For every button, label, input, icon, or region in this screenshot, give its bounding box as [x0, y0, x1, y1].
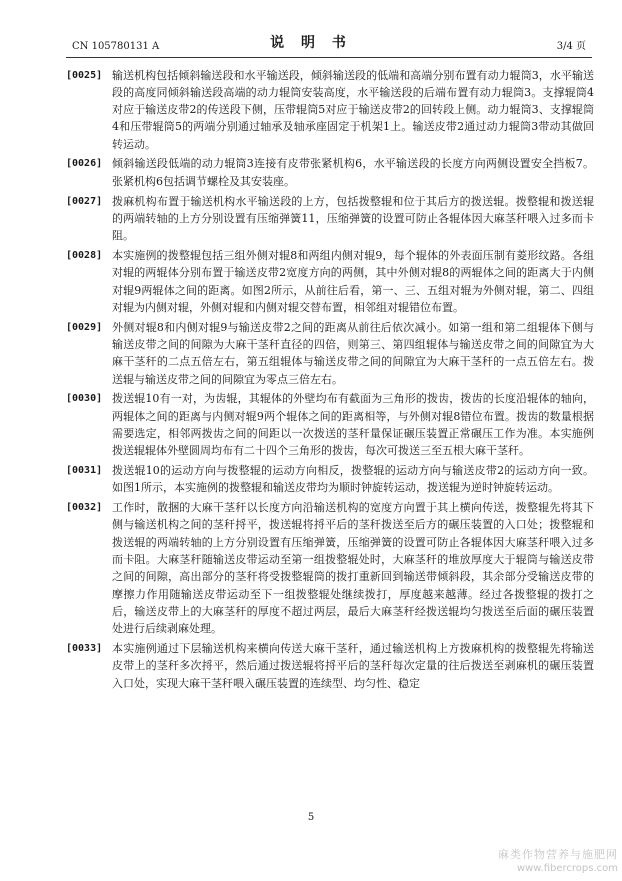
paragraph-text: 本实施例的拨整辊包括三组外侧对辊8和两组内侧对辊9，每个辊体的外表面压制有菱形纹路。各组对辊的两辊体分别布置于输送皮带2宽度方向的两侧，其中外侧对辊8的两辊体之间的距离大于内侧对辊9两辊体之间的距离。如图2所示，从前往后看，第一、三、五组对辊为外侧对辊，第二、四组对辊为内侧对辊，外侧对辊和内侧对辊交替布置，相邻组对辊错位布置。	[112, 248, 594, 314]
paragraph-text: 拨麻机构布置于输送机构水平输送段的上方，包括拨整辊和位于其后方的拨送辊。拨整辊和拨送辊的两端转轴的上方分别设置有压缩弹簧11，压缩弹簧的设置可防止各辊体因大麻茎秆喂入过多而卡阻。	[112, 194, 594, 243]
paragraph-0030	[66, 390, 594, 459]
paragraph-number: [0027]	[66, 195, 103, 207]
header-divider	[66, 57, 592, 58]
description-body	[66, 64, 594, 692]
paragraph-text: 输送机构包括倾斜输送段和水平输送段，倾斜输送段的低端和高端分别布置有动力辊筒3，水平输送段的高度同倾斜输送段高端的动力辊筒安装高度，水平输送段的后端布置有动力辊筒3。支撑辊筒4对应于输送皮带2的传送段下侧，压带辊筒5对应于输送皮带2的回转段上侧。动力辊筒3、支撑辊筒4和压带辊筒5的两端分别通过轴承及轴承座固定于机架1上。输送皮带2通过动力辊筒3带动其做回转运动。	[112, 68, 594, 151]
paragraph-0033	[66, 640, 594, 692]
patent-number: CN 105780131 A	[72, 41, 160, 52]
document-title: 说 明 书	[270, 35, 352, 51]
page-counter: 3/4 页	[556, 41, 586, 52]
site-watermark	[498, 848, 618, 875]
paragraph-0029	[66, 319, 594, 388]
paragraph-number: [0029]	[66, 321, 103, 333]
paragraph-number: [0031]	[66, 465, 103, 477]
paragraph-0032	[66, 499, 594, 637]
paragraph-text: 工作时，散捆的大麻干茎秆以长度方向沿输送机构的宽度方向置于其上横向传送，拨整辊先将其下侧与输送机构之间的茎秆捋平，拨送辊将捋平后的茎秆拨送至后方的碾压装置的入口处；拨整辊和拨送辊的两端转轴的上方分别设置有压缩弹簧，压缩弹簧的设置可防止各辊体因大麻茎秆喂入过多而卡阻。大麻茎秆随输送皮带运动至第一组拨整辊处时，大麻茎秆的堆放厚度大于辊筒与输送皮带之间的间隙，高出部分的茎秆将受拨整辊筒的拨打重新回到输送带倾斜段，其余部分受输送皮带的摩擦力作用随输送皮带运动至下一组拨整辊处继续拨打，厚度越来越薄。经过各拨整辊的拨打之后，输送皮带上的大麻茎秆的厚度不超过两层，最后大麻茎秆经拨送辊均匀拨送至后面的碾压装置处进行后续剥麻处理。	[112, 501, 594, 636]
watermark-url: www.fibercrops.com	[516, 863, 618, 874]
watermark-site-name: 麻类作物营养与施肥网	[498, 848, 618, 861]
paragraph-text: 外侧对辊8和内侧对辊9与输送皮带2之间的距离从前往后依次减小。如第一组和第二组辊体下侧与输送皮带之间的间隙为大麻干茎秆直径的四倍，则第三、第四组辊体与输送皮带之间的间隙宜为大麻干茎秆的二点五倍左右，第五组辊体与输送皮带之间的间隙宜为大麻干茎秆的一点五倍左右。拨送辊与输送皮带之间的间隙宜为零点三倍左右。	[112, 320, 594, 386]
page-number: 5	[307, 812, 315, 823]
paragraph-0031	[66, 462, 594, 497]
paragraph-number: [0025]	[66, 69, 103, 81]
paragraph-number: [0028]	[66, 249, 103, 261]
paragraph-text: 倾斜输送段低端的动力辊筒3连接有皮带张紧机构6，水平输送段的长度方向两侧设置安全挡板7。张紧机构6包括调节螺栓及其安装座。	[112, 157, 594, 188]
paragraph-0026	[66, 155, 594, 190]
paragraph-0027	[66, 193, 594, 245]
paragraph-text: 拨送辊10有一对，为齿辊，其辊体的外壁均布有截面为三角形的拨齿，拨齿的长度沿辊体的轴向，两辊体之间的距离与内侧对辊9两个辊体之间的距离相等，与外侧对辊8错位布置。拨齿的数量根据需要选定，相邻两拨齿之间的间距以一次拨送的茎秆量保证碾压装置正常碾压工作为准。本实施例拨送辊辊体外壁圆周均布有二十四个三角形的拨齿，每次可拨送三至五根大麻干茎秆。	[112, 392, 594, 458]
paragraph-0028	[66, 247, 594, 316]
paragraph-number: [0033]	[66, 643, 103, 654]
paragraph-text: 本实施例通过下层输送机构来横向传送大麻干茎秆，通过输送机构上方拨麻机构的拨整辊先将输送皮带上的茎秆多次捋平，然后通过拨送辊将捋平后的茎秆每次定量的往后拨送至剥麻机的碾压装置入口处，实现大麻干茎秆喂入碾压装置的连续型、均匀性、稳定	[112, 642, 594, 690]
paragraph-text: 拨送辊10的运动方向与拨整辊的运动方向相反，拨整辊的运动方向与输送皮带2的运动方向一致。如图1所示，本实施例的拨整辊和输送皮带均为顺时钟旋转运动，拨送辊为逆时钟旋转运动。	[112, 464, 594, 495]
paragraph-number: [0026]	[66, 158, 103, 170]
paragraph-number: [0032]	[66, 502, 103, 514]
paragraph-number: [0030]	[66, 393, 103, 405]
paragraph-0025	[66, 67, 594, 153]
